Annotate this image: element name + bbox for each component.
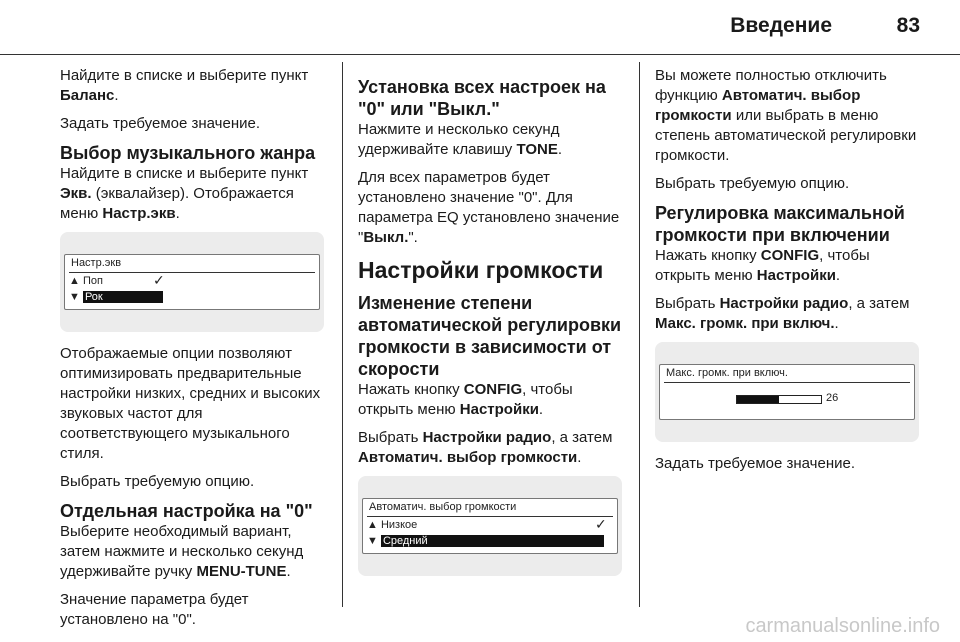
lcd-list-item: ▲ Поп <box>69 275 103 287</box>
paragraph: Выбрать Настройки радио, а затем Автоматич. выбор громкости. <box>358 429 613 466</box>
paragraph: Выберите необходимый вариант, затем нажмите и несколько секунд удерживайте ручку MENU-TUNE. <box>60 523 304 580</box>
watermark-url: carmanualsonline.info <box>745 615 940 637</box>
section-heading-max-volume: Регулировка максимальной громкости при включении <box>655 203 905 245</box>
lcd-display <box>64 254 320 310</box>
paragraph: Нажать кнопку CONFIG, чтобы открыть меню Настройки. <box>358 381 573 418</box>
paragraph: Значение параметра будет установлено на "0". <box>60 591 249 628</box>
lcd-menu-title: Автоматич. выбор громкости <box>369 501 517 513</box>
section-heading-auto-volume: Изменение степени автоматической регулировки громкости в зависимости от скорости <box>358 293 622 379</box>
section-heading-reset: Установка всех настроек на "0" или "Выкл." <box>358 77 606 119</box>
lcd-list-item: ▲ Низкое <box>367 519 418 531</box>
section-heading-genre: Выбор музыкального жанра <box>60 143 316 163</box>
paragraph: Вы можете полностью отключить функцию Автоматич. выбор громкости или выбрать в меню степень автоматической регулировки громкости. <box>655 67 917 164</box>
paragraph: Отображаемые опции позволяют оптимизировать предварительные настройки низких, средних и высоких звуковых частот для соответствующего музыкального стиля. <box>60 345 321 462</box>
arrow-down-icon: ▼ <box>367 535 378 547</box>
paragraph: Нажмите и несколько секунд удерживайте клавишу TONE. <box>358 121 563 158</box>
lcd-list-item-selected: ▼ Рок <box>69 291 175 304</box>
arrow-up-icon: ▲ <box>367 519 378 531</box>
display-screenshot-auto-volume <box>358 476 622 576</box>
paragraph: Выбрать требуемую опцию. <box>60 473 255 490</box>
lcd-menu-title: Макс. громк. при включ. <box>666 367 788 379</box>
column-divider-2 <box>639 62 640 607</box>
paragraph: Задать требуемое значение. <box>655 455 856 472</box>
paragraph: Для всех параметров будет установлено значение "0". Для параметра EQ установлено значение "Выкл.". <box>358 169 620 246</box>
volume-value: 26 <box>826 392 839 404</box>
arrow-down-icon: ▼ <box>69 291 80 303</box>
column-1 <box>60 66 330 638</box>
page-header-title: Введение <box>730 14 832 37</box>
paragraph: Выбрать требуемую опцию. <box>655 175 850 192</box>
arrow-up-icon: ▲ <box>69 275 80 287</box>
lcd-display <box>659 364 915 420</box>
volume-level-fill <box>737 396 779 403</box>
lcd-list-item-selected: ▼ Средний <box>367 535 615 548</box>
column-divider-1 <box>342 62 343 607</box>
page-number: 83 <box>896 14 920 37</box>
lcd-menu-title: Настр.экв <box>71 257 122 269</box>
lcd-divider <box>367 516 613 517</box>
paragraph: Найдите в списке и выберите пункт Баланс. <box>60 67 309 104</box>
column-2 <box>358 66 628 588</box>
menu-item-reference: Баланс <box>60 87 115 104</box>
paragraph: Нажать кнопку CONFIG, чтобы открыть меню Настройки. <box>655 247 870 284</box>
header-divider <box>0 54 960 55</box>
column-3 <box>655 66 925 482</box>
paragraph: Задать требуемое значение. <box>60 115 261 132</box>
checkmark-icon: ✓ <box>595 516 607 532</box>
lcd-divider <box>69 272 315 273</box>
lcd-display <box>362 498 618 554</box>
volume-level-bar <box>736 395 822 404</box>
lcd-divider <box>664 382 910 383</box>
section-heading-volume: Настройки громкости <box>358 257 604 283</box>
display-screenshot-eq <box>60 232 324 332</box>
paragraph: Выбрать Настройки радио, а затем Макс. громк. при включ.. <box>655 295 910 332</box>
display-screenshot-max-volume <box>655 342 919 442</box>
checkmark-icon: ✓ <box>153 272 165 288</box>
section-heading-zero: Отдельная настройка на "0" <box>60 501 313 521</box>
paragraph: Найдите в списке и выберите пункт Экв. (эквалайзер). Отображается меню Настр.экв. <box>60 165 309 222</box>
